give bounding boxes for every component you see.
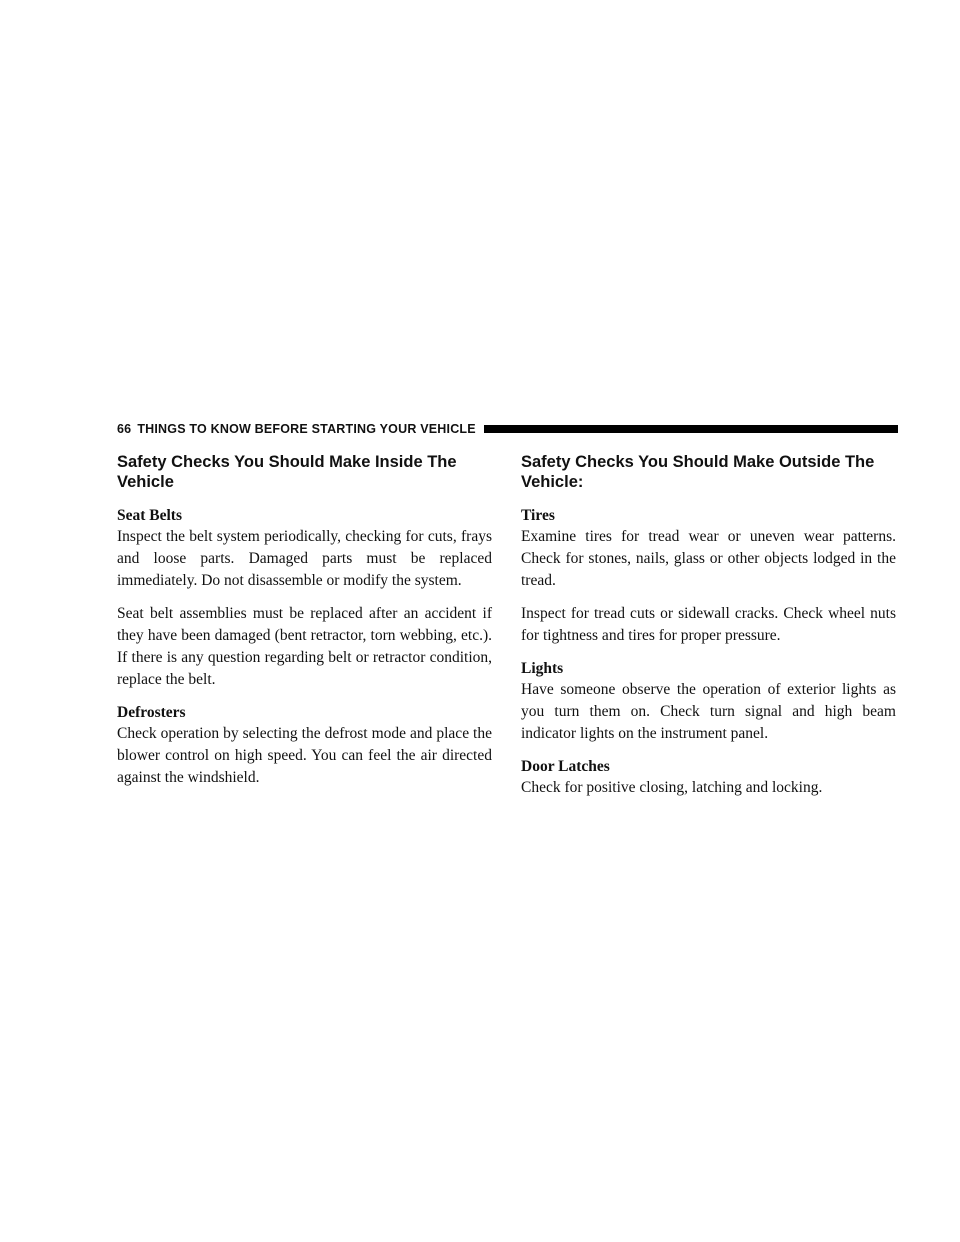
section-heading: Lights <box>521 660 564 677</box>
page-header <box>117 419 898 439</box>
section-tires <box>521 505 896 647</box>
paragraph: Check for positive closing, latching and locking. <box>521 779 823 796</box>
paragraph: Check operation by selecting the defrost mode and place the blower control on high speed. You can feel the air directed against the windshield. <box>117 725 492 786</box>
section-defrosters <box>117 702 492 789</box>
inside-checks-title: Safety Checks You Should Make Inside The Vehicle <box>117 453 457 491</box>
outside-checks-title: Safety Checks You Should Make Outside The Vehicle: <box>521 453 875 491</box>
header-rule <box>484 425 898 433</box>
right-column <box>521 452 896 810</box>
paragraph: Inspect the belt system periodically, checking for cuts, frays and loose parts. Damaged parts must be replaced immediately. Do not disassemble or modify the system. <box>117 528 492 589</box>
section-heading: Door Latches <box>521 758 610 775</box>
section-heading: Seat Belts <box>117 507 183 524</box>
section-seat-belts <box>117 505 492 691</box>
paragraph: Inspect for tread cuts or sidewall cracks. Check wheel nuts for tightness and tires for proper pressure. <box>521 605 896 644</box>
paragraph: Have someone observe the operation of exterior lights as you turn them on. Check turn signal and high beam indicator lights on the instrument panel. <box>521 681 896 742</box>
page-number: 66 <box>117 422 132 436</box>
left-column <box>117 452 492 800</box>
section-heading: Defrosters <box>117 704 186 721</box>
section-lights <box>521 658 896 745</box>
section-heading: Tires <box>521 507 555 524</box>
paragraph: Examine tires for tread wear or uneven wear patterns. Check for stones, nails, glass or other objects lodged in the tread. <box>521 528 896 589</box>
section-door-latches <box>521 756 896 799</box>
running-title: THINGS TO KNOW BEFORE STARTING YOUR VEHICLE <box>137 422 476 436</box>
paragraph: Seat belt assemblies must be replaced after an accident if they have been damaged (bent retractor, torn webbing, etc.). If there is any question regarding belt or retractor condition, replace the belt. <box>117 605 492 688</box>
